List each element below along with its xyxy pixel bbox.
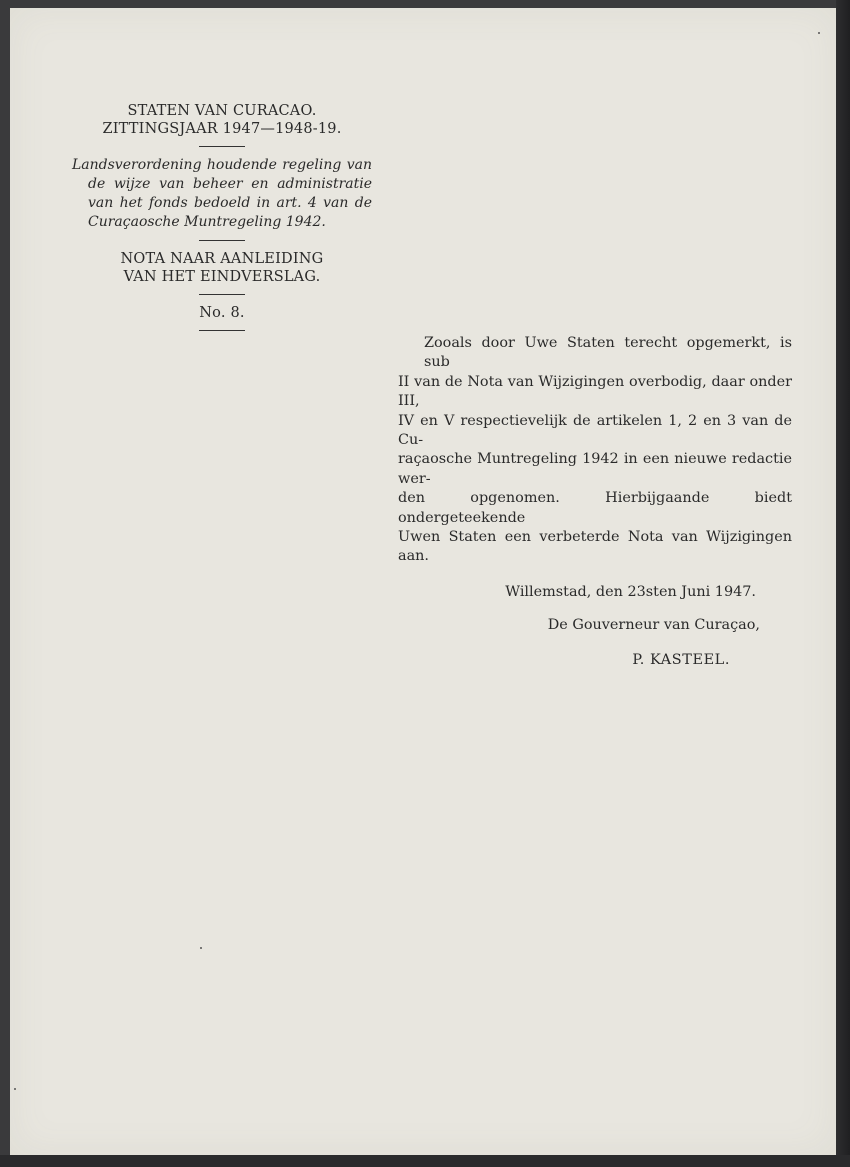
- body-line: raçaosche Muntregeling 1942 in een nieuwe redactie wer-: [398, 451, 792, 487]
- place-date: Willemstad, den 23sten Juni 1947.: [505, 583, 756, 600]
- session-year: ZITTINGSJAAR 1947—1948-19.: [102, 121, 342, 137]
- divider-rule: [199, 240, 245, 241]
- paper-speck: [14, 1088, 16, 1090]
- nota-heading: [72, 250, 372, 286]
- divider-rule: [199, 330, 245, 331]
- document-number: No. 8.: [199, 305, 245, 321]
- paper-speck: [200, 947, 202, 949]
- ordinance-title-line: van het fonds bedoeld in art. 4 van de: [88, 195, 372, 211]
- ordinance-title: [72, 156, 372, 232]
- assembly-heading: [72, 102, 372, 138]
- governor-title: De Gouverneur van Curaçao,: [547, 617, 760, 634]
- body-line: Zooals door Uwe Staten terecht opgemerkt, is sub: [424, 335, 792, 371]
- divider-rule: [199, 294, 245, 295]
- nota-heading-line: VAN HET EINDVERSLAG.: [123, 269, 321, 285]
- document-page: [10, 8, 836, 1155]
- body-line: II van de Nota van Wijzigingen overbodig, daar onder III,: [398, 373, 792, 410]
- nota-heading-line: NOTA NAAR AANLEIDING: [120, 251, 324, 267]
- assembly-name: STATEN VAN CURACAO.: [127, 103, 317, 119]
- ordinance-title-line: Curaçaosche Muntregeling 1942.: [88, 214, 326, 230]
- divider-rule: [199, 146, 245, 147]
- body-line: Uwen Staten een verbeterde Nota van Wijzigingen aan.: [398, 529, 792, 565]
- right-column: [398, 334, 792, 670]
- body-line: IV en V respectievelijk de artikelen 1, 2 en 3 van de Cu-: [398, 412, 792, 449]
- scan-border-right: [836, 0, 850, 1167]
- paper-speck: [818, 32, 820, 34]
- body-paragraph: [398, 334, 792, 567]
- body-line: den opgenomen. Hierbijgaande biedt ondergeteekende: [398, 490, 792, 526]
- ordinance-title-line: de wijze van beheer en administratie: [88, 176, 372, 192]
- left-column: [72, 102, 372, 340]
- signature-name: P. KASTEEL.: [632, 651, 730, 668]
- scan-border-bottom: [0, 1155, 850, 1167]
- ordinance-title-line: Landsverordening houdende regeling van: [72, 157, 372, 173]
